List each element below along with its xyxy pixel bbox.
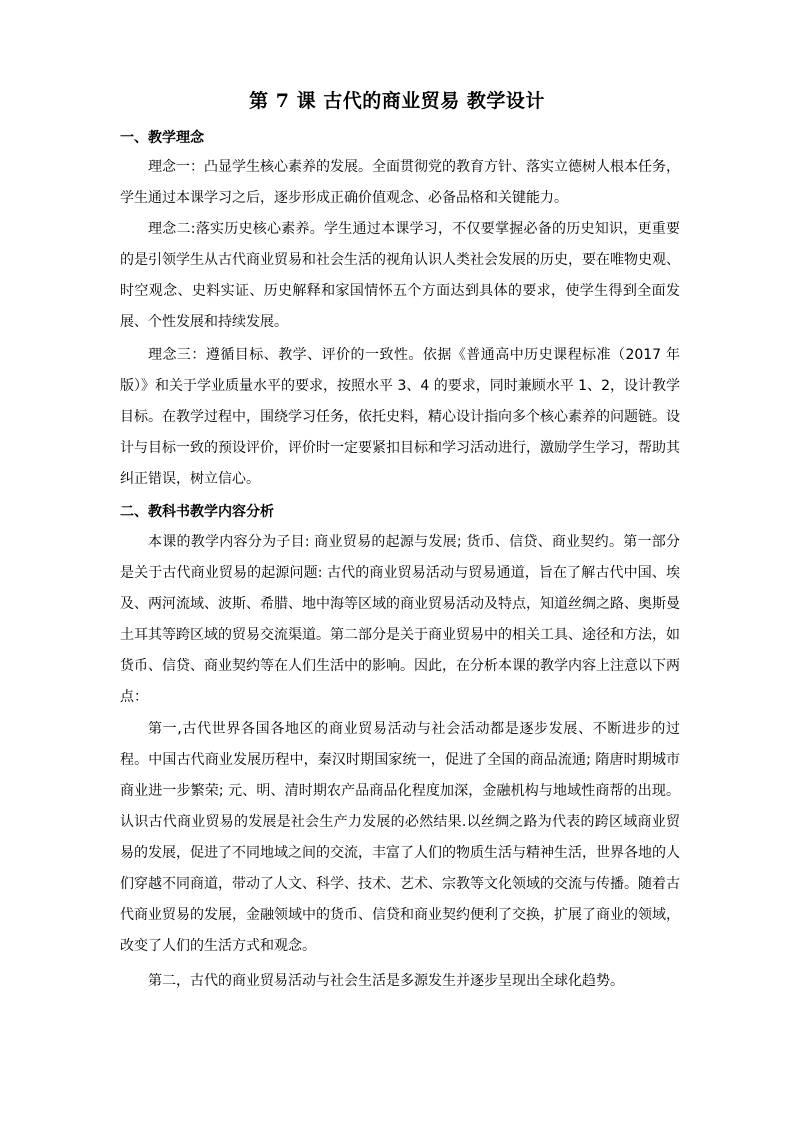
- paragraph-analysis-point-1: 第一,古代世界各国各地区的商业贸易活动与社会活动都是逐步发展、不断进步的过程。中国古代商业发展历程中，秦汉时期国家统一，促进了全国的商品流通; 隋唐时期城市商业进一步繁荣; 元、明、清时期农产品商品化程度加深，金融机构与地域性商帮的出现。认识古代商业贸易的发展是社会生产力发展的必然结果.以丝绸之路为代表的跨区域商业贸易的发展，促进了不同地域之间的交流，丰富了人们的物质生活与精神生活，世界各地的人们穿越不同商道，带动了人文、科学、技术、艺术、宗教等文化领域的交流与传播。随着古代商业贸易的发展，金融领域中的货币、信贷和商业契约便利了交换，扩展了商业的领域，改变了人们的生活方式和观念。: [120, 721, 680, 954]
- paragraph-philosophy-3: 理念三：遵循目标、教学、评价的一致性。依据《普通高中历史课程标准（2017 年版）》和关于学业质量水平的要求，按照水平 3、4 的要求，同时兼顾水平 1、2，设计教学目标。在教学过程中，围绕学习任务，依托史料，精心设计指向多个核心素养的问题链。设计与目标一致的预设评价，评价时一定要紧扣目标和学习活动进行，激励学生学习，帮助其纠正错误，树立信心。: [120, 347, 680, 487]
- section-heading-textbook-analysis: 二、教科书教学内容分析: [120, 504, 274, 520]
- document-title: 第 7 课 古代的商业贸易 教学设计: [249, 90, 545, 112]
- paragraph-philosophy-2: 理念二:落实历史核心素养。学生通过本课学习，不仅要掌握必备的历史知识，更重要的是引领学生从古代商业贸易和社会生活的视角认识人类社会发展的历史，要在唯物史观、时空观念、史料实证、历史解释和家国情怀五个方面达到具体的要求，使学生得到全面发展、个性发展和持续发展。: [120, 221, 680, 330]
- paragraph-analysis-intro: 本课的教学内容分为子目: 商业贸易的起源与发展; 货币、信贷、商业契约。第一部分是关于古代商业贸易的起源问题: 古代的商业贸易活动与贸易通道，旨在了解古代中国、埃及、两河流域、波斯、希腊、地中海等区域的商业贸易活动及特点，知道丝绸之路、奥斯曼土耳其等跨区域的贸易交流渠道。第二部分是关于商业贸易中的相关工具、途径和方法，如货币、信贷、商业契约等在人们生活中的影响。因此，在分析本课的教学内容上注意以下两点：: [120, 534, 680, 705]
- paragraph-analysis-point-2: 第二，古代的商业贸易活动与社会生活是多源发生并逐步呈现出全球化趋势。: [148, 973, 624, 989]
- paragraph-philosophy-1: 理念一：凸显学生核心素养的发展。全面贯彻党的教育方针、落实立德树人根本任务，学生通过本课学习之后，逐步形成正确价值观念、必备品格和关键能力。: [120, 159, 680, 206]
- section-heading-teaching-philosophy: 一、教学理念: [120, 130, 204, 146]
